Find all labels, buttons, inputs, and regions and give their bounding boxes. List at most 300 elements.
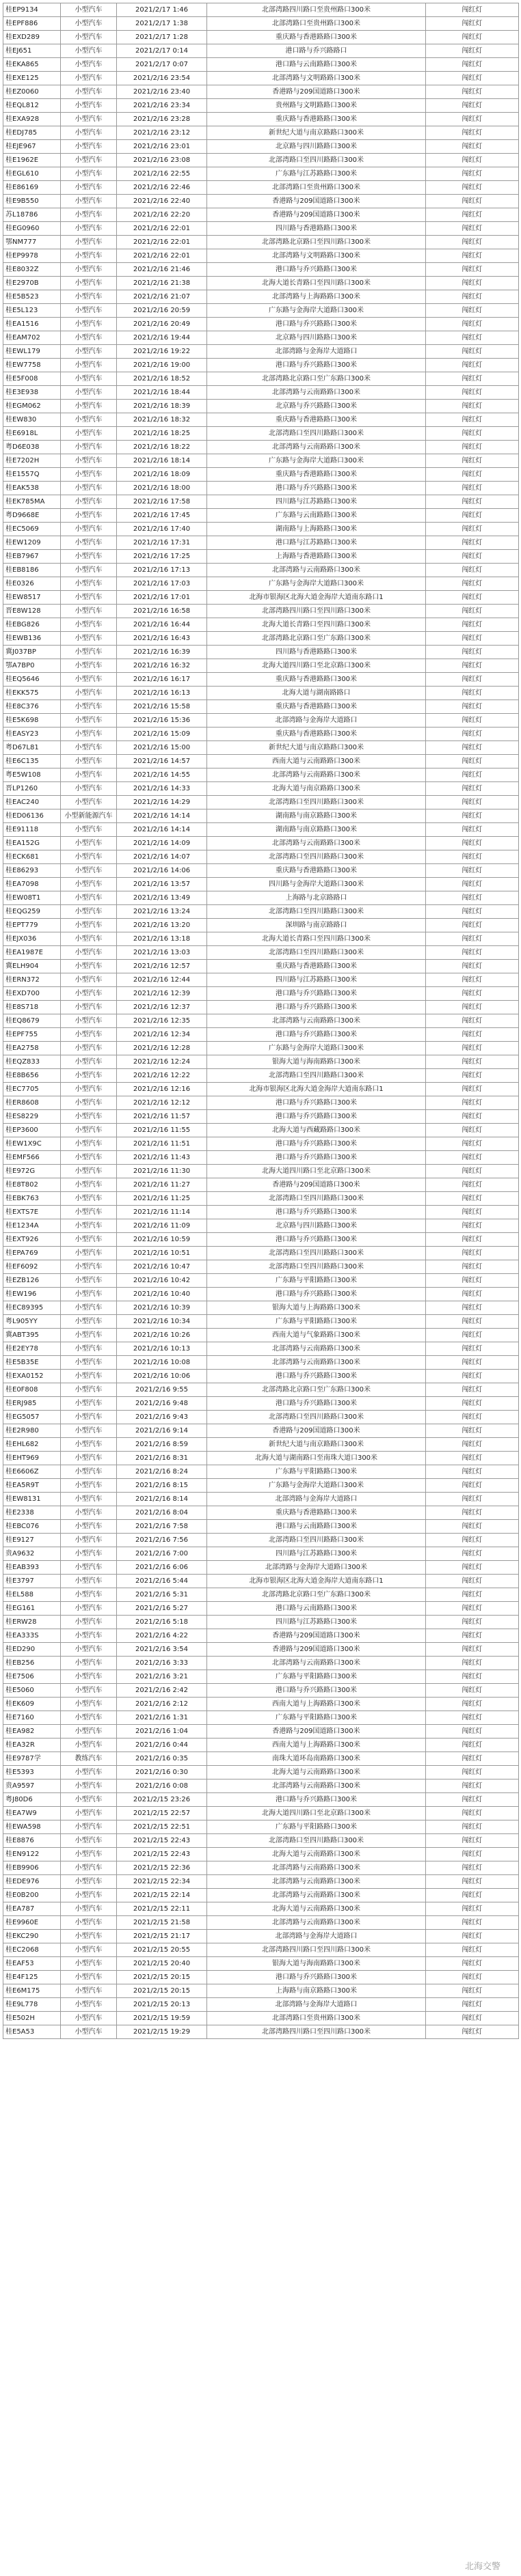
location-cell: 北海市银海区北海大道金海岸大道南东路口1 bbox=[207, 1575, 426, 1588]
violation-cell: 闯红灯 bbox=[426, 1370, 519, 1383]
violation-cell: 闯红灯 bbox=[426, 345, 519, 359]
violation-cell: 闯红灯 bbox=[426, 1001, 519, 1014]
plate-cell: 桂EA982 bbox=[3, 1725, 61, 1739]
table-row bbox=[3, 1438, 519, 1452]
plate-cell: 桂EA1516 bbox=[3, 318, 61, 331]
vehicle-type-cell: 小型汽车 bbox=[61, 1465, 117, 1479]
vehicle-type-cell: 小型汽车 bbox=[61, 1902, 117, 1916]
time-cell: 2021/2/16 10:42 bbox=[117, 1274, 207, 1288]
time-cell: 2021/2/16 15:58 bbox=[117, 700, 207, 714]
plate-cell: 桂EB9906 bbox=[3, 1861, 61, 1875]
time-cell: 2021/2/16 17:01 bbox=[117, 591, 207, 605]
violation-cell: 闯红灯 bbox=[426, 1643, 519, 1657]
time-cell: 2021/2/16 10:47 bbox=[117, 1260, 207, 1274]
vehicle-type-cell: 小型汽车 bbox=[61, 1288, 117, 1301]
vehicle-type-cell: 小型汽车 bbox=[61, 1629, 117, 1643]
vehicle-type-cell: 小型汽车 bbox=[61, 427, 117, 441]
location-cell: 北部湾路与云南路路口300米 bbox=[207, 564, 426, 577]
table-row bbox=[3, 1001, 519, 1014]
violation-cell: 闯红灯 bbox=[426, 1752, 519, 1766]
table-row bbox=[3, 1943, 519, 1957]
location-cell: 四川路与香港路路口300米 bbox=[207, 222, 426, 236]
plate-cell: 桂EBG826 bbox=[3, 618, 61, 632]
location-cell: 北海大道四川路口至北京路口300米 bbox=[207, 659, 426, 673]
violation-cell: 闯红灯 bbox=[426, 1042, 519, 1055]
plate-cell: 桂EF6092 bbox=[3, 1260, 61, 1274]
time-cell: 2021/2/16 22:55 bbox=[117, 167, 207, 181]
location-cell: 港口路与乔兴路路口300米 bbox=[207, 1137, 426, 1151]
vehicle-type-cell: 小型汽车 bbox=[61, 1506, 117, 1520]
table-row bbox=[3, 973, 519, 987]
violation-cell: 闯红灯 bbox=[426, 1151, 519, 1165]
plate-cell: 桂E5K698 bbox=[3, 714, 61, 728]
table-row bbox=[3, 618, 519, 632]
vehicle-type-cell: 小型汽车 bbox=[61, 1233, 117, 1247]
time-cell: 2021/2/16 12:28 bbox=[117, 1042, 207, 1055]
table-row bbox=[3, 768, 519, 782]
plate-cell: 桂EXD700 bbox=[3, 987, 61, 1001]
table-row bbox=[3, 1575, 519, 1588]
table-row bbox=[3, 1711, 519, 1725]
table-row bbox=[3, 1875, 519, 1889]
table-row bbox=[3, 1042, 519, 1055]
violation-cell: 闯红灯 bbox=[426, 1971, 519, 1984]
time-cell: 2021/2/16 17:31 bbox=[117, 536, 207, 550]
time-cell: 2021/2/15 20:15 bbox=[117, 1971, 207, 1984]
plate-cell: 桂E5B35E bbox=[3, 1356, 61, 1370]
plate-cell: 桂EBC076 bbox=[3, 1520, 61, 1534]
vehicle-type-cell: 小型汽车 bbox=[61, 195, 117, 208]
violation-cell: 闯红灯 bbox=[426, 1110, 519, 1124]
violation-cell: 闯红灯 bbox=[426, 1766, 519, 1779]
violation-cell: 闯红灯 bbox=[426, 85, 519, 99]
vehicle-type-cell: 小型汽车 bbox=[61, 44, 117, 58]
time-cell: 2021/2/16 13:18 bbox=[117, 932, 207, 946]
violation-cell: 闯红灯 bbox=[426, 126, 519, 140]
vehicle-type-cell: 小型汽车 bbox=[61, 386, 117, 400]
plate-cell: 冀ELH904 bbox=[3, 960, 61, 973]
table-row bbox=[3, 1725, 519, 1739]
time-cell: 2021/2/15 21:58 bbox=[117, 1916, 207, 1930]
location-cell: 北部湾路口至四川路路口300米 bbox=[207, 905, 426, 919]
violation-cell: 闯红灯 bbox=[426, 1930, 519, 1943]
vehicle-type-cell: 小型汽车 bbox=[61, 1192, 117, 1206]
location-cell: 港口路与乔兴路路口300米 bbox=[207, 263, 426, 277]
plate-cell: 鄂NM777 bbox=[3, 236, 61, 249]
table-row bbox=[3, 1301, 519, 1315]
vehicle-type-cell: 小型汽车 bbox=[61, 1452, 117, 1465]
plate-cell: 桂EXE125 bbox=[3, 72, 61, 85]
violation-cell: 闯红灯 bbox=[426, 1534, 519, 1547]
plate-cell: 桂EA333S bbox=[3, 1629, 61, 1643]
time-cell: 2021/2/16 5:31 bbox=[117, 1588, 207, 1602]
violation-cell: 闯红灯 bbox=[426, 1834, 519, 1848]
location-cell: 贵州路与文明路路口300米 bbox=[207, 99, 426, 113]
location-cell: 深圳路与南京路路口 bbox=[207, 919, 426, 932]
vehicle-type-cell: 小型汽车 bbox=[61, 468, 117, 482]
location-cell: 四川路与金海岸大道路口300米 bbox=[207, 878, 426, 891]
time-cell: 2021/2/16 20:59 bbox=[117, 304, 207, 318]
violation-cell: 闯红灯 bbox=[426, 1342, 519, 1356]
vehicle-type-cell: 小型汽车 bbox=[61, 618, 117, 632]
time-cell: 2021/2/16 18:32 bbox=[117, 413, 207, 427]
violation-cell: 闯红灯 bbox=[426, 1233, 519, 1247]
table-row bbox=[3, 632, 519, 646]
violation-cell: 闯红灯 bbox=[426, 1616, 519, 1629]
table-row bbox=[3, 1452, 519, 1465]
time-cell: 2021/2/16 10:39 bbox=[117, 1301, 207, 1315]
vehicle-type-cell: 小型汽车 bbox=[61, 782, 117, 796]
location-cell: 北部湾路口至四川路路口300米 bbox=[207, 796, 426, 809]
time-cell: 2021/2/16 14:09 bbox=[117, 837, 207, 850]
vehicle-type-cell: 小型汽车 bbox=[61, 1739, 117, 1752]
vehicle-type-cell: 小型汽车 bbox=[61, 850, 117, 864]
location-cell: 北部湾路与云南路路口300米 bbox=[207, 386, 426, 400]
vehicle-type-cell: 小型汽车 bbox=[61, 1779, 117, 1793]
table-row bbox=[3, 1165, 519, 1178]
location-cell: 广东路与金海岸大道路口300米 bbox=[207, 1042, 426, 1055]
plate-cell: 桂E91118 bbox=[3, 823, 61, 837]
vehicle-type-cell: 小型汽车 bbox=[61, 1083, 117, 1096]
plate-cell: 桂EL588 bbox=[3, 1588, 61, 1602]
location-cell: 西南大道与云南路路口300米 bbox=[207, 755, 426, 768]
location-cell: 北海大道与湖南路路口 bbox=[207, 687, 426, 700]
location-cell: 香港路与209国道路口300米 bbox=[207, 85, 426, 99]
table-row bbox=[3, 850, 519, 864]
time-cell: 2021/2/15 21:17 bbox=[117, 1930, 207, 1943]
table-row bbox=[3, 1684, 519, 1698]
table-row bbox=[3, 482, 519, 495]
table-row bbox=[3, 318, 519, 331]
table-row bbox=[3, 823, 519, 837]
table-row bbox=[3, 304, 519, 318]
time-cell: 2021/2/16 16:32 bbox=[117, 659, 207, 673]
table-row bbox=[3, 495, 519, 509]
violation-cell: 闯红灯 bbox=[426, 536, 519, 550]
location-cell: 湖南路与南京路路口300米 bbox=[207, 809, 426, 823]
plate-cell: 桂EXT926 bbox=[3, 1233, 61, 1247]
table-row bbox=[3, 454, 519, 468]
table-row bbox=[3, 1370, 519, 1383]
vehicle-type-cell: 小型汽车 bbox=[61, 249, 117, 263]
plate-cell: 桂EQZ833 bbox=[3, 1055, 61, 1069]
violation-cell: 闯红灯 bbox=[426, 1315, 519, 1329]
location-cell: 银海大道与海南路路口300米 bbox=[207, 1055, 426, 1069]
table-row bbox=[3, 31, 519, 44]
violation-cell: 闯红灯 bbox=[426, 372, 519, 386]
time-cell: 2021/2/16 15:36 bbox=[117, 714, 207, 728]
table-row bbox=[3, 181, 519, 195]
time-cell: 2021/2/16 2:12 bbox=[117, 1698, 207, 1711]
plate-cell: 桂EB7967 bbox=[3, 550, 61, 564]
violation-cell: 闯红灯 bbox=[426, 1438, 519, 1452]
time-cell: 2021/2/15 19:29 bbox=[117, 2025, 207, 2039]
violation-cell: 闯红灯 bbox=[426, 154, 519, 167]
plate-cell: 桂E6606Z bbox=[3, 1465, 61, 1479]
location-cell: 港口路与乔兴路路口300米 bbox=[207, 482, 426, 495]
plate-cell: 粤D67L81 bbox=[3, 741, 61, 755]
plate-cell: 贵A9597 bbox=[3, 1779, 61, 1793]
plate-cell: 桂EQL812 bbox=[3, 99, 61, 113]
table-row bbox=[3, 1643, 519, 1657]
vehicle-type-cell: 小型汽车 bbox=[61, 1493, 117, 1506]
table-row bbox=[3, 550, 519, 564]
plate-cell: 桂ED06136 bbox=[3, 809, 61, 823]
plate-cell: 桂EA5R9T bbox=[3, 1479, 61, 1493]
time-cell: 2021/2/15 23:26 bbox=[117, 1793, 207, 1807]
plate-cell: 桂E8S718 bbox=[3, 1001, 61, 1014]
vehicle-type-cell: 小型汽车 bbox=[61, 1096, 117, 1110]
vehicle-type-cell: 小型汽车 bbox=[61, 741, 117, 755]
table-row bbox=[3, 891, 519, 905]
vehicle-type-cell: 小型汽车 bbox=[61, 1848, 117, 1861]
plate-cell: 桂EHT969 bbox=[3, 1452, 61, 1465]
location-cell: 广东路与金海岸大道路口300米 bbox=[207, 1479, 426, 1493]
time-cell: 2021/2/16 4:22 bbox=[117, 1629, 207, 1643]
vehicle-type-cell: 小型汽车 bbox=[61, 263, 117, 277]
plate-cell: 桂E8B656 bbox=[3, 1069, 61, 1083]
location-cell: 银海大道与海南路路口300米 bbox=[207, 1957, 426, 1971]
violation-cell: 闯红灯 bbox=[426, 1178, 519, 1192]
time-cell: 2021/2/16 10:40 bbox=[117, 1288, 207, 1301]
violation-cell: 闯红灯 bbox=[426, 1356, 519, 1370]
vehicle-type-cell: 小型汽车 bbox=[61, 1397, 117, 1411]
table-row bbox=[3, 755, 519, 768]
plate-cell: 桂E3E938 bbox=[3, 386, 61, 400]
plate-cell: 桂EP9978 bbox=[3, 249, 61, 263]
time-cell: 2021/2/16 17:25 bbox=[117, 550, 207, 564]
table-row bbox=[3, 58, 519, 72]
time-cell: 2021/2/16 18:52 bbox=[117, 372, 207, 386]
table-row bbox=[3, 1506, 519, 1520]
vehicle-type-cell: 小型汽车 bbox=[61, 1424, 117, 1438]
violation-cell: 闯红灯 bbox=[426, 1984, 519, 1998]
location-cell: 重庆路与香港路路口300米 bbox=[207, 700, 426, 714]
plate-cell: 桂EPF886 bbox=[3, 17, 61, 31]
location-cell: 港口路与云南路路口300米 bbox=[207, 1602, 426, 1616]
plate-cell: 桂E0B200 bbox=[3, 1889, 61, 1902]
location-cell: 四川路与江苏路路口300米 bbox=[207, 495, 426, 509]
time-cell: 2021/2/16 12:57 bbox=[117, 960, 207, 973]
table-row bbox=[3, 1916, 519, 1930]
vehicle-type-cell: 小型汽车 bbox=[61, 140, 117, 154]
location-cell: 北部湾路与云南路路口300米 bbox=[207, 441, 426, 454]
violation-cell: 闯红灯 bbox=[426, 646, 519, 659]
violation-cell: 闯红灯 bbox=[426, 809, 519, 823]
plate-cell: 桂E6C135 bbox=[3, 755, 61, 768]
plate-cell: 桂ED290 bbox=[3, 1643, 61, 1657]
vehicle-type-cell: 小型汽车 bbox=[61, 960, 117, 973]
violation-table-body bbox=[3, 3, 519, 2039]
plate-cell: 桂EA1987E bbox=[3, 946, 61, 960]
violation-cell: 闯红灯 bbox=[426, 782, 519, 796]
vehicle-type-cell: 小型汽车 bbox=[61, 864, 117, 878]
time-cell: 2021/2/16 11:43 bbox=[117, 1151, 207, 1165]
vehicle-type-cell: 小型汽车 bbox=[61, 605, 117, 618]
location-cell: 北海大道四川路口至北京路口300米 bbox=[207, 1165, 426, 1178]
vehicle-type-cell: 小型汽车 bbox=[61, 1137, 117, 1151]
plate-cell: 桂EW7758 bbox=[3, 359, 61, 372]
time-cell: 2021/2/17 0:14 bbox=[117, 44, 207, 58]
time-cell: 2021/2/16 20:49 bbox=[117, 318, 207, 331]
time-cell: 2021/2/16 14:06 bbox=[117, 864, 207, 878]
violation-cell: 闯红灯 bbox=[426, 1206, 519, 1219]
violation-cell: 闯红灯 bbox=[426, 741, 519, 755]
time-cell: 2021/2/16 3:21 bbox=[117, 1670, 207, 1684]
plate-cell: 桂EB256 bbox=[3, 1657, 61, 1670]
violation-cell: 闯红灯 bbox=[426, 195, 519, 208]
time-cell: 2021/2/16 12:37 bbox=[117, 1001, 207, 1014]
plate-cell: 桂EDE976 bbox=[3, 1875, 61, 1889]
violation-cell: 闯红灯 bbox=[426, 1602, 519, 1616]
vehicle-type-cell: 小型汽车 bbox=[61, 113, 117, 126]
violation-cell: 闯红灯 bbox=[426, 700, 519, 714]
vehicle-type-cell: 小型汽车 bbox=[61, 1356, 117, 1370]
time-cell: 2021/2/16 23:01 bbox=[117, 140, 207, 154]
violation-cell: 闯红灯 bbox=[426, 1383, 519, 1397]
vehicle-type-cell: 小型汽车 bbox=[61, 154, 117, 167]
location-cell: 北部湾路北京路口至广东路口300米 bbox=[207, 632, 426, 646]
vehicle-type-cell: 小型汽车 bbox=[61, 359, 117, 372]
violation-cell: 闯红灯 bbox=[426, 1069, 519, 1083]
plate-cell: 桂E3797 bbox=[3, 1575, 61, 1588]
plate-cell: 桂ES8229 bbox=[3, 1110, 61, 1124]
violation-cell: 闯红灯 bbox=[426, 1124, 519, 1137]
violation-cell: 闯红灯 bbox=[426, 1561, 519, 1575]
time-cell: 2021/2/16 12:34 bbox=[117, 1028, 207, 1042]
table-row bbox=[3, 1534, 519, 1547]
location-cell: 北部湾路与文明路路口300米 bbox=[207, 249, 426, 263]
location-cell: 广东路与平阳路路口300米 bbox=[207, 1274, 426, 1288]
location-cell: 北海大道长青路口至四川路口300米 bbox=[207, 618, 426, 632]
table-row bbox=[3, 1083, 519, 1096]
table-row bbox=[3, 1178, 519, 1192]
table-row bbox=[3, 796, 519, 809]
violation-cell: 闯红灯 bbox=[426, 932, 519, 946]
violation-cell: 闯红灯 bbox=[426, 2012, 519, 2025]
table-row bbox=[3, 946, 519, 960]
vehicle-type-cell: 小型汽车 bbox=[61, 823, 117, 837]
vehicle-type-cell: 小型汽车 bbox=[61, 1602, 117, 1616]
table-row bbox=[3, 2025, 519, 2039]
location-cell: 港口路与乔兴路路口300米 bbox=[207, 1028, 426, 1042]
plate-cell: 晋LP1260 bbox=[3, 782, 61, 796]
time-cell: 2021/2/16 11:57 bbox=[117, 1110, 207, 1124]
plate-cell: 桂EA32R bbox=[3, 1739, 61, 1752]
plate-cell: 桂EG0960 bbox=[3, 222, 61, 236]
location-cell: 北京路与四川路路口300米 bbox=[207, 140, 426, 154]
table-row bbox=[3, 1028, 519, 1042]
violation-cell: 闯红灯 bbox=[426, 1165, 519, 1178]
table-row bbox=[3, 1861, 519, 1875]
time-cell: 2021/2/16 10:08 bbox=[117, 1356, 207, 1370]
location-cell: 四川路与江苏路路口300米 bbox=[207, 1547, 426, 1561]
location-cell: 港口路与乔兴路路口300米 bbox=[207, 1971, 426, 1984]
plate-cell: 桂EAM702 bbox=[3, 331, 61, 345]
time-cell: 2021/2/16 19:00 bbox=[117, 359, 207, 372]
violation-cell: 闯红灯 bbox=[426, 768, 519, 782]
table-row bbox=[3, 960, 519, 973]
table-row bbox=[3, 1588, 519, 1602]
violation-cell: 闯红灯 bbox=[426, 236, 519, 249]
violation-cell: 闯红灯 bbox=[426, 796, 519, 809]
table-row bbox=[3, 919, 519, 932]
location-cell: 港口路与乔兴路路口300米 bbox=[207, 1001, 426, 1014]
time-cell: 2021/2/16 18:44 bbox=[117, 386, 207, 400]
time-cell: 2021/2/16 10:06 bbox=[117, 1370, 207, 1383]
time-cell: 2021/2/15 22:36 bbox=[117, 1861, 207, 1875]
plate-cell: 桂EKA865 bbox=[3, 58, 61, 72]
vehicle-type-cell: 小型汽车 bbox=[61, 659, 117, 673]
vehicle-type-cell: 小型汽车 bbox=[61, 1957, 117, 1971]
vehicle-type-cell: 小型汽车 bbox=[61, 1124, 117, 1137]
table-row bbox=[3, 1315, 519, 1329]
table-row bbox=[3, 44, 519, 58]
location-cell: 北部湾路四川路口至四川路口300米 bbox=[207, 605, 426, 618]
table-row bbox=[3, 1137, 519, 1151]
time-cell: 2021/2/16 10:13 bbox=[117, 1342, 207, 1356]
plate-cell: 桂EA787 bbox=[3, 1902, 61, 1916]
plate-cell: 桂ECK681 bbox=[3, 850, 61, 864]
time-cell: 2021/2/16 10:51 bbox=[117, 1247, 207, 1260]
location-cell: 北部湾路北京路口至广东路口300米 bbox=[207, 1383, 426, 1397]
violation-cell: 闯红灯 bbox=[426, 1779, 519, 1793]
vehicle-type-cell: 小型汽车 bbox=[61, 1547, 117, 1561]
plate-cell: 桂EJX036 bbox=[3, 932, 61, 946]
location-cell: 北部湾路口至四川路路口300米 bbox=[207, 154, 426, 167]
violation-cell: 闯红灯 bbox=[426, 1083, 519, 1096]
time-cell: 2021/2/16 9:14 bbox=[117, 1424, 207, 1438]
vehicle-type-cell: 小型汽车 bbox=[61, 1342, 117, 1356]
plate-cell: 桂E1557Q bbox=[3, 468, 61, 482]
vehicle-type-cell: 小型汽车 bbox=[61, 1820, 117, 1834]
location-cell: 重庆路与香港路路口300米 bbox=[207, 728, 426, 741]
violation-cell: 闯红灯 bbox=[426, 181, 519, 195]
violation-cell: 闯红灯 bbox=[426, 427, 519, 441]
location-cell: 北京路与四川路路口300米 bbox=[207, 1219, 426, 1233]
plate-cell: 桂EHL682 bbox=[3, 1438, 61, 1452]
violation-cell: 闯红灯 bbox=[426, 468, 519, 482]
time-cell: 2021/2/16 22:40 bbox=[117, 195, 207, 208]
table-row bbox=[3, 72, 519, 85]
violation-cell: 闯红灯 bbox=[426, 878, 519, 891]
location-cell: 北海大道四川路口至北京路口300米 bbox=[207, 1807, 426, 1820]
location-cell: 重庆路与香港路路口300米 bbox=[207, 864, 426, 878]
table-row bbox=[3, 1383, 519, 1397]
time-cell: 2021/2/16 3:54 bbox=[117, 1643, 207, 1657]
table-row bbox=[3, 1766, 519, 1779]
time-cell: 2021/2/16 11:27 bbox=[117, 1178, 207, 1192]
plate-cell: 桂EDJ785 bbox=[3, 126, 61, 140]
vehicle-type-cell: 小型汽车 bbox=[61, 208, 117, 222]
vehicle-type-cell: 小型汽车 bbox=[61, 1916, 117, 1930]
watermark-text: 北海交警 bbox=[464, 2562, 500, 2572]
time-cell: 2021/2/16 12:22 bbox=[117, 1069, 207, 1083]
location-cell: 北部湾路与金海岸大道路口300米 bbox=[207, 1561, 426, 1575]
plate-cell: 桂E6M175 bbox=[3, 1984, 61, 1998]
time-cell: 2021/2/16 8:14 bbox=[117, 1493, 207, 1506]
time-cell: 2021/2/16 13:20 bbox=[117, 919, 207, 932]
time-cell: 2021/2/16 21:07 bbox=[117, 290, 207, 304]
time-cell: 2021/2/16 1:31 bbox=[117, 1711, 207, 1725]
table-row bbox=[3, 1657, 519, 1670]
location-cell: 西南大道与气象路路口300米 bbox=[207, 1329, 426, 1342]
vehicle-type-cell: 小型汽车 bbox=[61, 919, 117, 932]
plate-cell: 桂E0326 bbox=[3, 577, 61, 591]
plate-cell: 桂EJ651 bbox=[3, 44, 61, 58]
violation-cell: 闯红灯 bbox=[426, 1424, 519, 1438]
location-cell: 北海大道与湖南路口至南珠大道口300米 bbox=[207, 1452, 426, 1465]
